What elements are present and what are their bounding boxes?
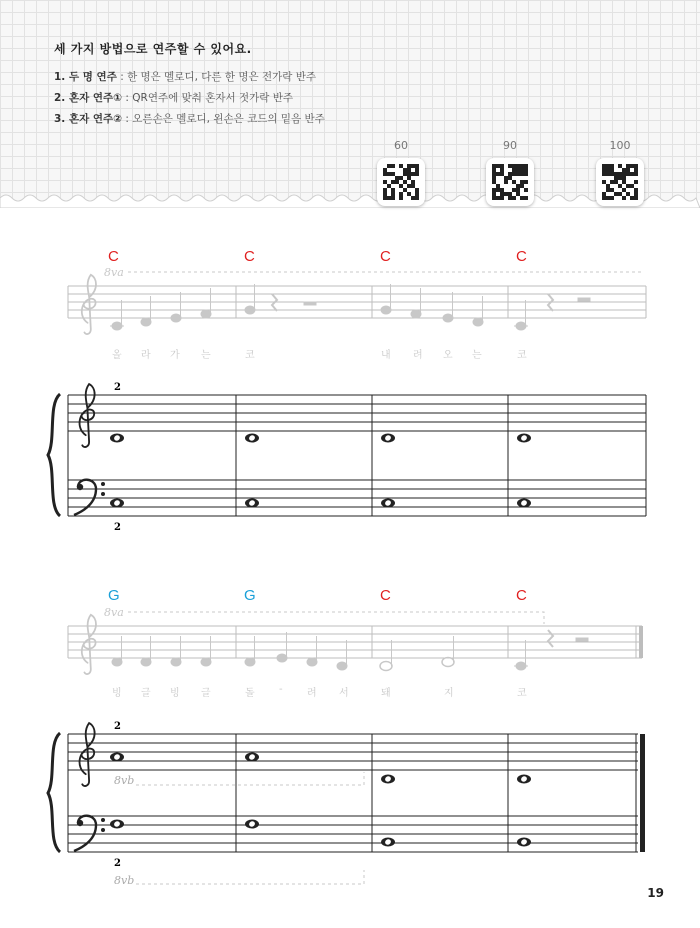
grand-staff-1 [68, 395, 646, 516]
tempo-label: 60 [394, 139, 408, 152]
melody-note [443, 314, 453, 322]
whole-note [110, 753, 124, 762]
finger-number: 2 [114, 522, 121, 533]
melody-note [141, 658, 151, 666]
lyric-syllable: 내 [381, 350, 391, 361]
lyric-syllable: 라 [141, 350, 151, 361]
instruction-desc: : 한 명은 멜로디, 다른 한 명은 전가락 반주 [120, 71, 317, 83]
treble-clef-icon [82, 275, 96, 334]
finger-number: 2 [114, 721, 121, 732]
chord-symbol: C [516, 248, 527, 265]
melody-note [473, 318, 483, 326]
final-barline [639, 626, 643, 658]
lyric-syllable: 올 [112, 350, 122, 361]
melody-half-note [380, 662, 392, 671]
treble-clef-icon [82, 615, 96, 674]
whole-note [381, 434, 395, 443]
whole-note [381, 838, 395, 847]
lyric-syllable: 빙 [170, 688, 180, 699]
lyric-syllable: - [279, 684, 283, 695]
finger-number: 2 [114, 858, 121, 869]
chord-symbol: G [244, 587, 256, 604]
chord-symbol: G [108, 587, 120, 604]
octave-line [128, 612, 544, 624]
melody-notes-1 [110, 284, 590, 330]
chord-symbol: C [108, 248, 119, 265]
octave-down-mark: 8vb [114, 874, 135, 887]
octave-down-mark: 8vb [114, 774, 135, 787]
octave-down-line [136, 870, 364, 884]
octave-down-line [136, 772, 364, 785]
half-rest [576, 638, 588, 641]
lyric-syllable: 코 [517, 688, 527, 699]
brace [48, 733, 60, 852]
melody-note [277, 654, 287, 662]
melody-note [201, 310, 211, 318]
quarter-rest [548, 630, 553, 647]
instruction-label: 1. 두 명 연주 [54, 71, 117, 83]
chord-symbol: C [244, 248, 255, 265]
lyric-syllable: 돌 [245, 688, 255, 699]
lyric-syllable: 지 [444, 688, 454, 699]
lyric-syllable: 서 [339, 688, 349, 699]
half-rest [578, 298, 590, 301]
lyric-syllable: 코 [245, 350, 255, 361]
lyric-syllable: 는 [201, 350, 211, 361]
page-number: 19 [647, 886, 664, 900]
melody-note [112, 322, 122, 330]
bass-clef-icon [74, 816, 105, 851]
lyric-syllable: 는 [472, 350, 482, 361]
melody-staff-1 [68, 286, 646, 318]
melody-note [171, 658, 181, 666]
melody-note [201, 658, 211, 666]
lyric-syllable: 글 [141, 688, 151, 699]
instruction-desc: : 오른손은 멜로디, 왼손은 코드의 밑음 반주 [125, 113, 325, 125]
lyric-syllable: 빙 [112, 688, 122, 699]
octave-mark: 8va [104, 606, 124, 619]
lyric-syllable: 돼 [381, 688, 391, 699]
whole-note [517, 775, 531, 784]
whole-notes-1 [110, 434, 531, 508]
treble-clef-icon [80, 723, 95, 786]
octave-mark: 8va [104, 266, 124, 279]
melody-note [516, 662, 526, 670]
lyric-syllable: 려 [413, 350, 423, 361]
bass-clef-icon [74, 480, 105, 515]
whole-note [110, 499, 124, 508]
whole-note [517, 838, 531, 847]
finger-number: 2 [114, 382, 121, 393]
melody-note [112, 658, 122, 666]
half-rest [304, 302, 316, 305]
whole-note [245, 753, 259, 762]
melody-note [245, 658, 255, 666]
brace [48, 394, 60, 516]
instructions-title: 세 가지 방법으로 연주할 수 있어요. [54, 42, 252, 56]
melody-note [337, 662, 347, 670]
whole-note [245, 820, 259, 829]
melody-note [516, 322, 526, 330]
whole-note [110, 820, 124, 829]
lyric-syllable: 글 [201, 688, 211, 699]
tempo-label: 100 [609, 139, 631, 152]
whole-note [110, 434, 124, 443]
instruction-label: 3. 혼자 연주② [54, 113, 123, 125]
whole-note [381, 775, 395, 784]
melody-note [411, 310, 421, 318]
grand-staff-2 [68, 734, 638, 852]
melody-note [171, 314, 181, 322]
chord-symbol: C [516, 587, 527, 604]
melody-staff-2 [68, 626, 642, 658]
lyric-syllable: 코 [517, 350, 527, 361]
instruction-desc: : QR연주에 맞춰 혼자서 젓가락 반주 [125, 92, 294, 104]
lyric-syllable: 가 [170, 350, 180, 361]
chord-symbol: C [380, 587, 391, 604]
treble-clef-icon [80, 384, 95, 447]
whole-note [517, 434, 531, 443]
lyric-syllable: 오 [443, 350, 453, 361]
melody-note [245, 306, 255, 314]
whole-notes-2 [110, 753, 531, 847]
chord-symbol: C [380, 248, 391, 265]
lyric-syllable: 려 [307, 688, 317, 699]
melody-note [141, 318, 151, 326]
melody-note [381, 306, 391, 314]
whole-note [245, 434, 259, 443]
whole-note [381, 499, 395, 508]
instruction-label: 2. 혼자 연주① [54, 92, 123, 104]
whole-note [245, 499, 259, 508]
final-barline [640, 734, 645, 852]
tempo-label: 90 [503, 139, 517, 152]
melody-note [307, 658, 317, 666]
melody-half-note [442, 658, 454, 667]
whole-note [517, 499, 531, 508]
